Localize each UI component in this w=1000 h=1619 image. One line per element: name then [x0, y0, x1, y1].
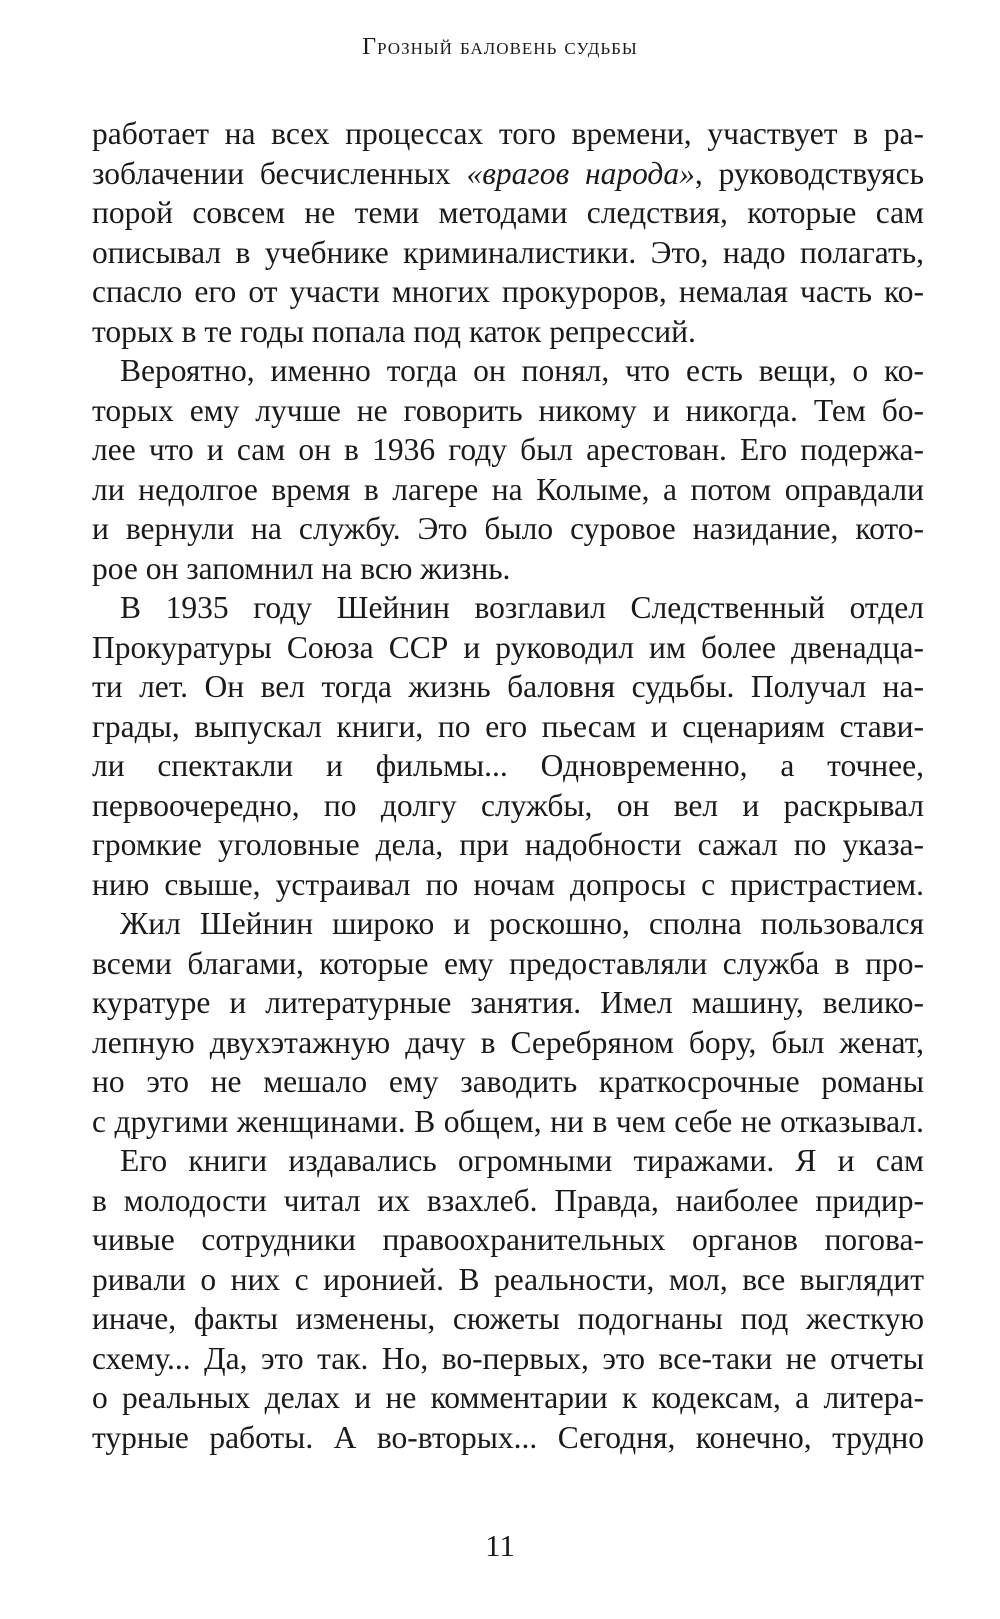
- text-line: лее что и сам он в 1936 году был арестован. Его подержа-: [92, 432, 924, 467]
- paragraph: [92, 1141, 924, 1457]
- paragraph: [92, 588, 924, 904]
- text-line: торых в те годы попала под каток репрессий.: [92, 313, 696, 349]
- text-line: схему... Да, это так. Но, во-первых, это все-таки не отчеты: [92, 1340, 924, 1376]
- text-line: Его книги издавались огромными тиражами. Я и сам: [120, 1143, 924, 1178]
- text-line: турные работы. А во-вторых... Сегодня, конечно, трудно: [92, 1419, 924, 1455]
- text-line: Прокуратуры Союза ССР и руководил им более двенадца-: [92, 629, 924, 665]
- paragraph: [92, 904, 924, 1141]
- text-line: и вернули на службу. Это было суровое назидание, кото-: [92, 511, 924, 546]
- text-line: куратуре и литературные занятия. Имел машину, велико-: [92, 985, 924, 1020]
- text-line: ли спектакли и фильмы... Одновременно, а точнее,: [92, 748, 924, 783]
- text-line: лепную двухэтажную дачу в Серебряном бору, был женат,: [92, 1024, 924, 1060]
- running-head: Грозный баловень судьбы: [362, 34, 638, 60]
- text-line: всеми благами, которые ему предоставляли служба в про-: [92, 945, 924, 981]
- page-number: 11: [485, 1528, 515, 1563]
- text-line: спасло его от участи многих прокуроров, немалая часть ко-: [92, 274, 924, 309]
- text-line: порой совсем не теми методами следствия, которые сам: [92, 195, 924, 230]
- body-text: [92, 114, 924, 1457]
- text-line: нию свыше, устраивал по ночам допросы с пристрастием.: [92, 866, 924, 902]
- text-line: Жил Шейнин широко и роскошно, сполна пользовался: [120, 906, 924, 941]
- text-line: Вероятно, именно тогда он понял, что есть вещи, о ко-: [120, 353, 924, 388]
- text-line: с другими женщинами. В общем, ни в чем себе не отказывал.: [92, 1103, 924, 1139]
- text-line: громкие уголовные дела, при надобности сажал по указа-: [92, 827, 924, 862]
- text-line: ли недолгое время в лагере на Колыме, а потом оправдали: [92, 471, 924, 507]
- text-line: чивые сотрудники правоохранительных органов погова-: [92, 1222, 924, 1257]
- text-line: в молодости читал их взахлеб. Правда, наиболее придир-: [92, 1182, 924, 1218]
- text-line: грады, выпускал книги, по его пьесам и сценариям стави-: [92, 708, 924, 744]
- text-line: В 1935 году Шейнин возглавил Следственный отдел: [120, 590, 924, 625]
- text-line: но это не мешало ему заводить краткосрочные романы: [92, 1064, 924, 1099]
- text-line: работает на всех процессах того времени, участвует в ра-: [92, 116, 924, 151]
- text-line: первоочередно, по долгу службы, он вел и раскрывал: [92, 787, 924, 823]
- text-run: , руководствуясь: [694, 155, 924, 191]
- italic-quote: «врагов народа»: [466, 155, 695, 191]
- paragraph: [92, 114, 924, 351]
- text-line: торых ему лучше не говорить никому и никогда. Тем бо-: [92, 392, 924, 428]
- text-run: зоблачении бесчисленных: [92, 155, 467, 191]
- paragraph: [92, 351, 924, 588]
- text-line: иначе, факты изменены, сюжеты подогнаны под жесткую: [92, 1301, 924, 1336]
- text-line: [92, 154, 924, 194]
- text-line: ти лет. Он вел тогда жизнь баловня судьбы. Получал на-: [92, 669, 924, 704]
- text-line: о реальных делах и не комментарии к кодексам, а литера-: [92, 1380, 924, 1415]
- text-line: ривали о них с иронией. В реальности, мол, все выглядит: [92, 1261, 924, 1297]
- text-line: описывал в учебнике криминалистики. Это, надо полагать,: [92, 234, 924, 270]
- text-line: рое он запомнил на всю жизнь.: [92, 550, 511, 586]
